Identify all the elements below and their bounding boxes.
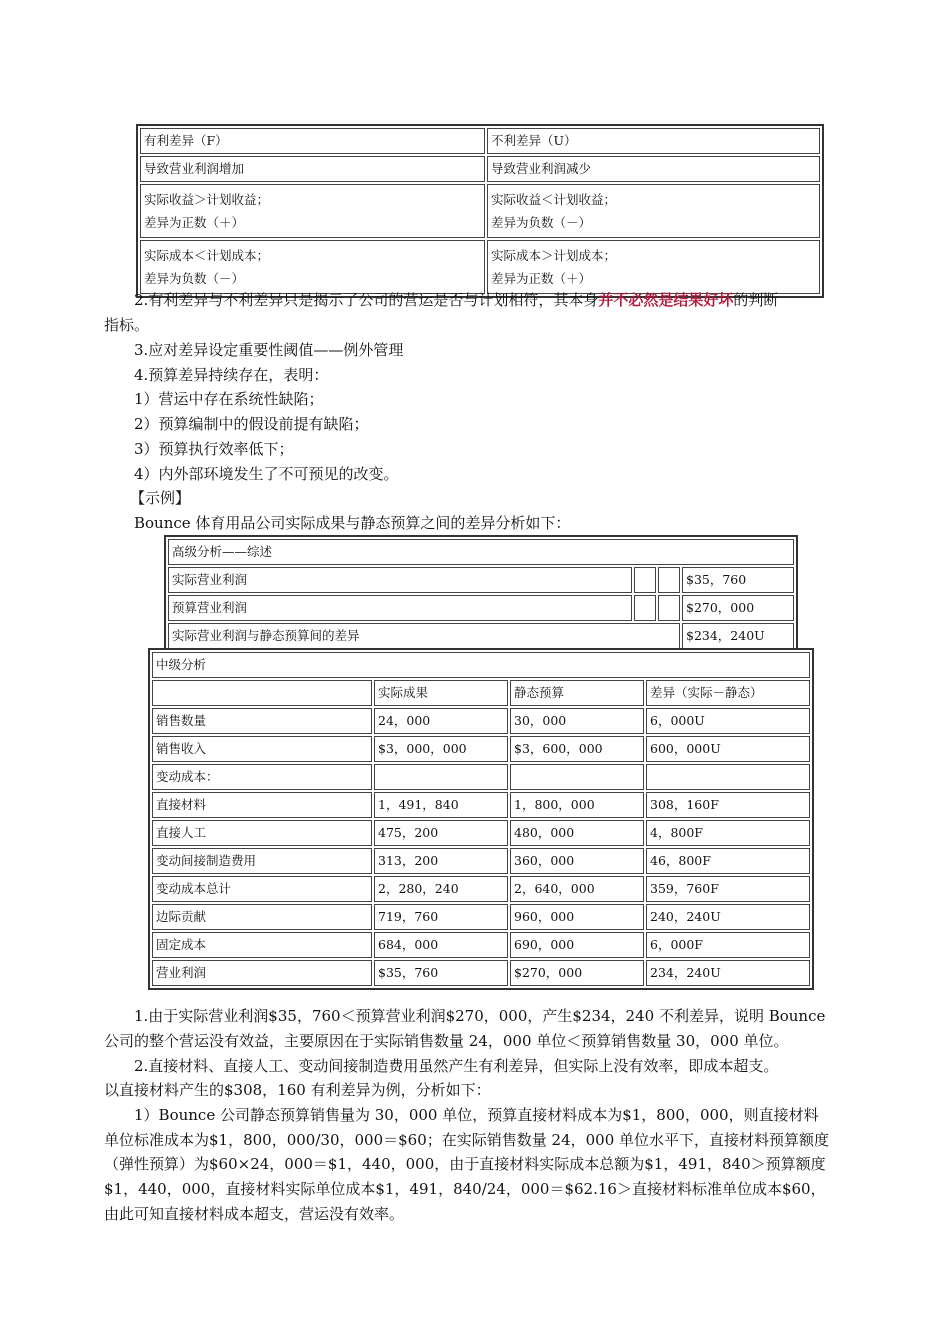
point-2-continued: 指标。	[104, 316, 150, 334]
static-cell: $270，000	[510, 960, 644, 986]
static-cell: $3，600，000	[510, 736, 644, 762]
point-2-text: 2.有利差异与不利差异只是揭示了公司的营运是否与计划相符，其本身	[134, 291, 599, 309]
analysis-3-line: $1，440，000，直接材料实际单位成本$1，491，840/24，000＝$62.16＞直接材料标准单位成本$60，	[104, 1180, 826, 1198]
variance-cell: 234，240U	[646, 960, 810, 986]
table-cell: $270，000	[682, 595, 794, 621]
table-header-cell: 静态预算	[510, 680, 644, 706]
table-cell: 导致营业利润减少	[487, 156, 820, 182]
actual-cell: 2，280，240	[374, 876, 508, 902]
static-cell: 480，000	[510, 820, 644, 846]
table-row	[152, 652, 810, 678]
variance-cell: 240，240U	[646, 904, 810, 930]
table-header-cell	[152, 680, 372, 706]
variance-cell: 4，800F	[646, 820, 810, 846]
point-2-highlight: 并不必然是结果好坏	[598, 291, 734, 309]
table-row	[152, 820, 810, 846]
row-label: 边际贡献	[152, 904, 372, 930]
variance-cell: 600，000U	[646, 736, 810, 762]
row-label: 销售收入	[152, 736, 372, 762]
variance-cell: 308，160F	[646, 792, 810, 818]
example-intro: Bounce 体育用品公司实际成果与静态预算之间的差异分析如下：	[134, 514, 571, 532]
table-cell: 实际收益＜计划收益； 差异为负数（－）	[487, 184, 820, 238]
row-label: 变动间接制造费用	[152, 848, 372, 874]
table-row	[140, 128, 820, 154]
analysis-2-line: 2.直接材料、直接人工、变动间接制造费用虽然产生有利差异，但实际上没有效率，即成本超支。	[134, 1057, 779, 1075]
table-row	[168, 539, 794, 565]
table-cell: $234，240U	[682, 623, 794, 649]
table-cell: 实际营业利润与静态预算间的差异	[168, 623, 680, 649]
actual-cell: 1，491，840	[374, 792, 508, 818]
table-cell: $35，760	[682, 567, 794, 593]
actual-cell: 475，200	[374, 820, 508, 846]
high-level-analysis-table	[164, 535, 798, 653]
analysis-2-line: 以直接材料产生的$308，160 有利差异为例，分析如下：	[104, 1081, 491, 1099]
table-header-cell: 实际成果	[374, 680, 508, 706]
row-label: 销售数量	[152, 708, 372, 734]
analysis-1-line: 公司的整个营运没有效益，主要原因在于实际销售数量 24，000 单位＜预算销售数量 30，000 单位。	[104, 1032, 789, 1050]
analysis-3-line: 单位标准成本为$1，800，000/30，000＝$60；在实际销售数量 24，000 单位水平下，直接材料预算额度	[104, 1131, 830, 1149]
actual-cell: $35，760	[374, 960, 508, 986]
table-row	[152, 904, 810, 930]
table-cell: 预算营业利润	[168, 595, 632, 621]
actual-cell: 24，000	[374, 708, 508, 734]
static-cell: 2，640，000	[510, 876, 644, 902]
analysis-3-line: 由此可知直接材料成本超支，营运没有效率。	[104, 1205, 405, 1223]
variance-cell: 46，800F	[646, 848, 810, 874]
table-row	[152, 792, 810, 818]
table-row	[152, 848, 810, 874]
table-title: 中级分析	[152, 652, 810, 678]
table-cell: 有利差异（F）	[140, 128, 485, 154]
table-cell: 实际成本＞计划成本； 差异为正数（＋）	[487, 240, 820, 294]
table-cell: 实际成本＜计划成本； 差异为负数（－）	[140, 240, 485, 294]
variance-cell	[646, 764, 810, 790]
table-cell: 实际收益＞计划收益； 差异为正数（＋）	[140, 184, 485, 238]
table-row	[152, 876, 810, 902]
actual-cell	[374, 764, 508, 790]
variance-cell: 359，760F	[646, 876, 810, 902]
table-row	[152, 736, 810, 762]
mid-level-analysis-table	[148, 648, 814, 990]
row-label: 直接材料	[152, 792, 372, 818]
example-label: 【示例】	[130, 489, 191, 507]
static-cell: 1，800，000	[510, 792, 644, 818]
row-label: 营业利润	[152, 960, 372, 986]
point-2-text-end: 的判断	[733, 291, 779, 309]
table-title: 高级分析——综述	[168, 539, 794, 565]
row-label: 变动成本总计	[152, 876, 372, 902]
table-cell	[658, 567, 680, 593]
table-cell: 导致营业利润增加	[140, 156, 485, 182]
analysis-3-line: 1）Bounce 公司静态预算销售量为 30，000 单位，预算直接材料成本为$1，800，000，则直接材料	[134, 1106, 819, 1124]
variance-comparison-table	[136, 124, 824, 298]
table-row	[152, 764, 810, 790]
analysis-1-line: 1.由于实际营业利润$35，760＜预算营业利润$270，000，产生$234，240 不利差异，说明 Bounce	[134, 1007, 826, 1025]
table-row	[140, 240, 820, 294]
point-2	[134, 288, 864, 313]
actual-cell: 313，200	[374, 848, 508, 874]
table-cell	[634, 567, 656, 593]
row-label: 变动成本：	[152, 764, 372, 790]
point-4-item: 4）内外部环境发生了不可预见的改变。	[134, 465, 399, 483]
actual-cell: 719，760	[374, 904, 508, 930]
static-cell: 690，000	[510, 932, 644, 958]
table-row	[168, 623, 794, 649]
point-4-item: 2）预算编制中的假设前提有缺陷；	[134, 415, 369, 433]
point-4-item: 1）营运中存在系统性缺陷；	[134, 390, 324, 408]
static-cell	[510, 764, 644, 790]
static-cell: 360，000	[510, 848, 644, 874]
table-row	[152, 708, 810, 734]
variance-cell: 6，000U	[646, 708, 810, 734]
table-cell: 实际营业利润	[168, 567, 632, 593]
table-cell: 不利差异（U）	[487, 128, 820, 154]
row-label: 固定成本	[152, 932, 372, 958]
analysis-3-line: （弹性预算）为$60×24，000＝$1，440，000，由于直接材料实际成本总额为$1，491，840＞预算额度	[104, 1155, 826, 1173]
table-row	[140, 184, 820, 238]
table-row	[140, 156, 820, 182]
static-cell: 960，000	[510, 904, 644, 930]
point-4: 4.预算差异持续存在，表明：	[134, 366, 329, 384]
table-row	[152, 960, 810, 986]
table-row	[168, 567, 794, 593]
point-3: 3.应对差异设定重要性阈值——例外管理	[134, 341, 404, 359]
table-row	[168, 595, 794, 621]
table-header-row	[152, 680, 810, 706]
static-cell: 30，000	[510, 708, 644, 734]
point-4-item: 3）预算执行效率低下；	[134, 440, 294, 458]
table-cell	[634, 595, 656, 621]
table-row	[152, 932, 810, 958]
actual-cell: 684，000	[374, 932, 508, 958]
table-cell	[658, 595, 680, 621]
variance-cell: 6，000F	[646, 932, 810, 958]
table-header-cell: 差异（实际－静态）	[646, 680, 810, 706]
actual-cell: $3，000，000	[374, 736, 508, 762]
row-label: 直接人工	[152, 820, 372, 846]
